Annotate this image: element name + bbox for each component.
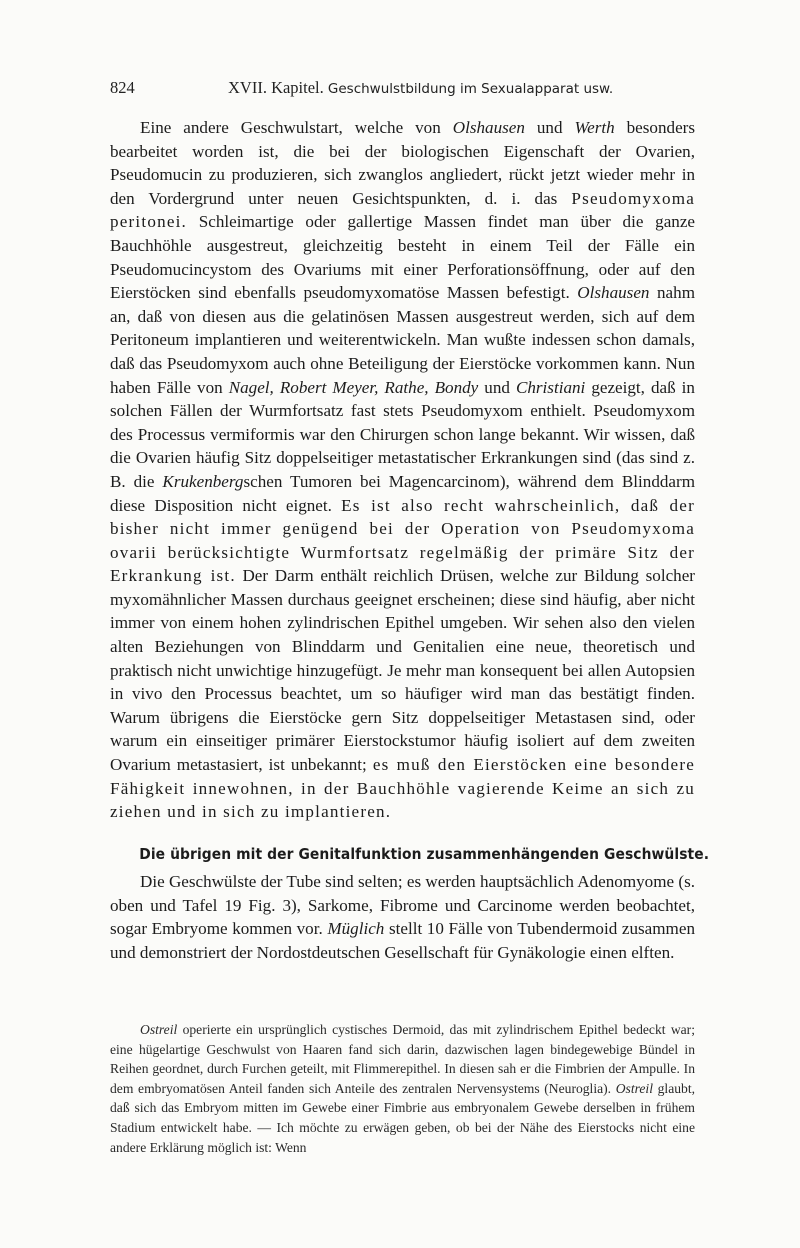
chapter-roman: XVII. Kapitel.	[228, 78, 324, 97]
author-name: Krukenberg	[162, 471, 244, 491]
text-run: sind selten; es werden hauptsächlich Adenomyome (s. oben und Tafel 19 Fig. 3), Sarkome, Fibrome und Carcinome werden beobachtet, sogar Embryome kommen vor.	[110, 872, 696, 939]
section-text	[110, 870, 695, 964]
author-name: Ostreil	[615, 1080, 653, 1096]
emphasized-sentence: es muß den Eierstöcken eine besondere Fähigkeit innewohnen, in der Bauchhöhle vagierende Keime an sich zu ziehen und in sich zu implantieren.	[110, 755, 696, 822]
emphasized-term: Pseudomyxoma peritonei.	[110, 188, 695, 232]
text-run: glaubt, daß sich das Embryom mitten im Gewebe einer Fimbrie aus embryonalem Gewebe derselben in frühem Stadium entwickelt habe. — Ich möchte zu erwägen geben, ob bei der Nähe des Eierstocks nicht eine andere Erklärung möglich ist: Wenn	[110, 1080, 695, 1155]
text-run: Der Darm enthält reichlich Drüsen, welche zur Bildung solcher myxomähnlicher Massen durchaus geeignet erscheinen; diese sind häufig, aber nicht immer von einem hohen zylindrischen Epithel umgeben. Wir sehen also den vielen alten Beziehungen von Blinddarm und Genitalien eine neue, theoretisch und praktisch nicht unwichtige hinzugefügt. Je mehr man konsequent bei allen Autopsien in vivo den Processus beachtet, um so häufiger wird man das bestätigt finden. Warum übrigens die Eierstöcke gern Sitz doppelseitiger Metastasen sind, oder warum ein einseitiger primärer Eierstockstumor häufig isoliert auf dem zweiten Ovarium metastasiert, ist unbekannt;	[110, 566, 695, 775]
text-run: Schleimartige oder gallertige Massen findet man über die ganze Bauchhöhle ausgestreut, gleichzeitig besteht in einem Teil der Fälle ein Pseudomucincystom des Ovariums mit einer Perforationsöffnung, oder auf den Eierstöcken sind ebenfalls pseudomyxomatöse Massen befestigt.	[110, 212, 695, 303]
paragraph-tube-tumors	[110, 870, 695, 964]
small-print-note	[110, 1020, 695, 1157]
main-text	[110, 116, 695, 824]
paragraph-ostreil	[110, 1020, 695, 1157]
text-run: besonders bearbeitet worden ist, die bei der biologischen Eigenschaft der Ovarien, Pseudomucin zu produzieren, sich zwanglos angliedert, rückt jetzt wieder mehr in den Vordergrund unter neuen Gesichtspunkten, d. i. das	[110, 118, 695, 208]
author-names: Nagel, Robert Meyer, Rathe, Bondy	[228, 377, 479, 397]
text-run: stellt 10 Fälle von Tubendermoid zusammen und demonstriert der Nordostdeutschen Gesellschaft für Gynäkologie einen elften.	[110, 919, 695, 962]
text-run: gezeigt, daß in solchen Fällen der Wurmfortsatz fast stets Pseudomyxom enthielt. Pseudomyxom des Processus vermiformis war den Chirurgen schon lange bekannt. Wir wissen, daß die Ovarien häufig Sitz doppelseitiger metastatischer Erkrankungen sind (das sind z. B. die	[110, 377, 695, 491]
author-name: Christiani	[515, 377, 586, 397]
paragraph-pseudomyxoma	[110, 116, 695, 824]
page-number: 824	[110, 78, 135, 97]
author-name: Werth	[574, 118, 615, 137]
chapter-title: Geschwulstbildung im Sexualapparat usw.	[327, 81, 614, 97]
text-run: operierte ein ursprünglich cystisches Dermoid, das mit zylindrischem Epithel bedeckt war; eine hügelartige Geschwulst von Haaren fand sich darin, dazwischen lagen bindegewebige Bündel in Reihen geordnet, durch Furchen geteilt, mit Flimmerepithel. In diesen sah er die Fimbrien der Ampulle. In dem embryomatösen Anteil fanden sich Anteile des zentralen Nervensystems (Neuroglia).	[110, 1022, 695, 1096]
running-header	[110, 76, 692, 102]
author-name: Olshausen	[452, 118, 525, 137]
text-run: nahm an, daß von diesen aus die gelatinösen Massen ausgestreut werden, sich auf dem Peritoneum implantieren und weiterentwickeln. Man wußte indessen schon damals, daß das Pseudomyxom auch ohne Beteiligung der Eierstöcke vorkommen kann. Nun haben Fälle von	[110, 283, 695, 397]
emphasized-sentence: Es ist also recht wahrscheinlich, daß der bisher nicht immer genügend bei der Operation von Pseudomyxoma ovarii berücksichtigte Wurmfortsatz regelmäßig der primäre Sitz der Erkrankung ist.	[110, 495, 695, 586]
section-heading: Die übrigen mit der Genitalfunktion zusammenhängenden Geschwülste.	[139, 845, 710, 863]
text-run: Eine andere Geschwulstart, welche von	[140, 118, 453, 137]
text-run: und	[478, 377, 516, 397]
author-name: Olshausen	[577, 283, 650, 303]
chapter-heading	[228, 78, 613, 98]
text-run: und	[524, 118, 575, 137]
author-name: Müglich	[327, 919, 385, 939]
text-run: schen Tumoren bei Magencarcinom), während dem Blinddarm diese Disposition nicht eignet.	[110, 471, 695, 515]
author-name: Ostreil	[140, 1022, 178, 1037]
emphasized-term: Die Geschwülste der Tube	[140, 872, 321, 891]
